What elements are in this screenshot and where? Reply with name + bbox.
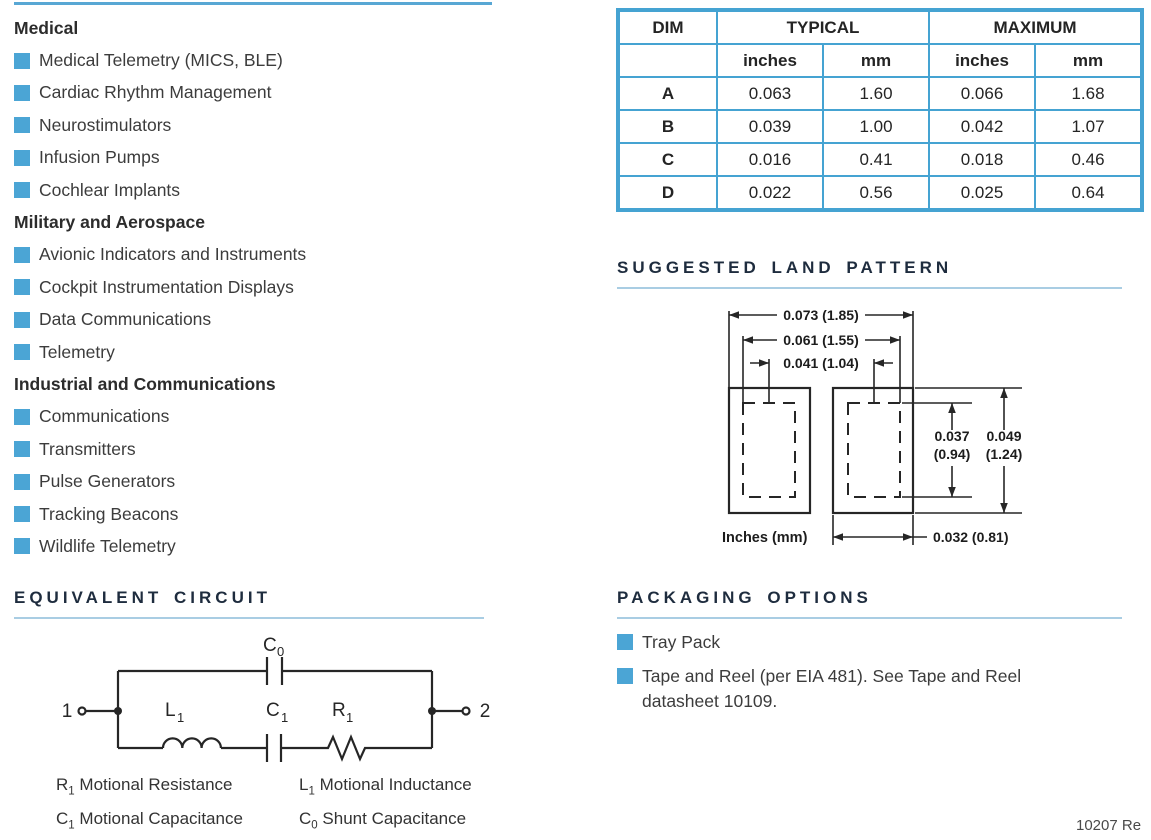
list-item xyxy=(14,174,534,206)
section-heading: SUGGESTED LAND PATTERN xyxy=(617,258,953,277)
r1-subscript: 1 xyxy=(346,710,354,725)
bullet-square-icon xyxy=(617,634,633,650)
c0-label: C xyxy=(263,635,277,656)
dim-outer-height-in-label: 0.049 xyxy=(986,428,1022,444)
bullet-square-icon xyxy=(14,117,30,133)
legend-subscript: 1 xyxy=(308,785,315,798)
cell-value: 0.066 xyxy=(929,77,1035,110)
circuit-legend xyxy=(56,771,516,840)
list-item xyxy=(14,77,534,109)
cell-value: 1.60 xyxy=(823,77,929,110)
list-item-label: Tracking Beacons xyxy=(39,503,179,524)
packaging-list xyxy=(617,630,1097,723)
section-title: Military and Aerospace xyxy=(14,212,205,233)
cell-value: 0.063 xyxy=(717,77,823,110)
equivalent-circuit-diagram xyxy=(55,633,515,768)
list-item xyxy=(14,465,534,497)
c0-subscript: 0 xyxy=(277,644,285,659)
section-title: Medical xyxy=(14,17,79,38)
dim-outer-height-mm-label: (1.24) xyxy=(985,446,1023,462)
bullet-square-icon xyxy=(14,506,30,522)
terminal-2-label: 2 xyxy=(479,701,491,722)
cell-value: 0.64 xyxy=(1035,176,1142,210)
land-pattern-section-header xyxy=(617,258,1122,289)
cell-value: 0.025 xyxy=(929,176,1035,210)
list-item-label: Wildlife Telemetry xyxy=(39,535,176,556)
table-row xyxy=(618,143,1142,176)
equivalent-circuit-section-header xyxy=(14,588,484,619)
units-label: Inches (mm) xyxy=(722,530,808,546)
legend-text: Motional Capacitance xyxy=(79,809,243,829)
r1-label: R xyxy=(332,700,346,721)
section-title: Industrial and Communications xyxy=(14,373,276,394)
list-item-label: Cockpit Instrumentation Displays xyxy=(39,276,294,297)
cell-value: 0.46 xyxy=(1035,143,1142,176)
heading-underline xyxy=(14,617,484,619)
legend-subscript: 1 xyxy=(68,819,75,832)
bullet-square-icon xyxy=(14,247,30,263)
list-item-label: Transmitters xyxy=(39,438,136,459)
legend-symbol: R xyxy=(56,775,69,794)
cell-value: 1.00 xyxy=(823,110,929,143)
table-row xyxy=(618,110,1142,143)
dim-width-inner-label: 0.061 (1.55) xyxy=(783,332,859,348)
bullet-square-icon xyxy=(14,441,30,457)
cell-value: 0.039 xyxy=(717,110,823,143)
bullet-square-icon xyxy=(14,150,30,166)
list-item-label: Neurostimulators xyxy=(39,114,172,135)
list-item xyxy=(14,433,534,465)
list-item xyxy=(617,664,1097,714)
bullet-square-icon xyxy=(14,53,30,69)
dim-pad-width-label: 0.032 (0.81) xyxy=(933,529,1009,545)
bullet-square-icon xyxy=(14,474,30,490)
list-item-label: Cardiac Rhythm Management xyxy=(39,82,272,103)
cell-value: 0.018 xyxy=(929,143,1035,176)
cell-dim: A xyxy=(618,77,717,110)
section-heading: EQUIVALENT CIRCUIT xyxy=(14,588,271,607)
cell-dim: D xyxy=(618,176,717,210)
list-item-label: Tape and Reel (per EIA 481). See Tape and Reel datasheet 10109. xyxy=(642,666,1022,711)
list-item xyxy=(14,44,534,76)
list-item-label: Tray Pack xyxy=(642,632,721,652)
legend-entry xyxy=(299,805,516,839)
bullet-square-icon xyxy=(14,409,30,425)
dimension-arrowheads xyxy=(729,311,1008,541)
table-header-row xyxy=(618,10,1142,44)
bullet-square-icon xyxy=(14,85,30,101)
cell-dim: B xyxy=(618,110,717,143)
legend-symbol: C xyxy=(56,809,69,829)
cell-dim: C xyxy=(618,143,717,176)
cell-value: 0.41 xyxy=(823,143,929,176)
cell-value: 0.022 xyxy=(717,176,823,210)
l1-subscript: 1 xyxy=(177,710,185,725)
bullet-square-icon xyxy=(14,182,30,198)
heading-underline xyxy=(617,287,1122,289)
terminal-1-label: 1 xyxy=(61,701,73,722)
list-item xyxy=(14,304,534,336)
list-item xyxy=(14,109,534,141)
dimensions-table xyxy=(616,8,1144,212)
col-header-empty xyxy=(618,44,717,77)
list-item-label: Telemetry xyxy=(39,341,115,362)
legend-subscript: 0 xyxy=(311,819,318,832)
cell-value: 1.68 xyxy=(1035,77,1142,110)
list-item-label: Data Communications xyxy=(39,309,212,330)
list-item-label: Cochlear Implants xyxy=(39,179,181,200)
c1-subscript: 1 xyxy=(281,710,289,725)
legend-text: Motional Inductance xyxy=(319,775,472,794)
legend-entry xyxy=(56,805,299,839)
dim-inner-height-in-label: 0.037 xyxy=(934,428,970,444)
col-header-inches: inches xyxy=(929,44,1035,77)
packaging-section-header xyxy=(617,588,1122,619)
table-subheader-row xyxy=(618,44,1142,77)
cell-value: 1.07 xyxy=(1035,110,1142,143)
legend-text: Motional Resistance xyxy=(79,775,233,794)
list-item-label: Infusion Pumps xyxy=(39,147,160,168)
applications-list xyxy=(14,12,534,563)
land-pattern-diagram xyxy=(680,298,1052,562)
legend-symbol: C xyxy=(299,809,312,829)
cell-value: 0.042 xyxy=(929,110,1035,143)
list-item xyxy=(14,239,534,271)
list-item xyxy=(14,336,534,368)
dim-inner-height-mm-label: (0.94) xyxy=(933,446,971,462)
list-item xyxy=(617,630,1097,655)
bullet-square-icon xyxy=(14,312,30,328)
dim-width-outer-label: 0.073 (1.85) xyxy=(783,307,859,323)
col-header-inches: inches xyxy=(717,44,823,77)
bullet-square-icon xyxy=(14,279,30,295)
heading-underline xyxy=(617,617,1122,619)
dim-pitch-label: 0.041 (1.04) xyxy=(783,355,859,371)
col-header-mm: mm xyxy=(1035,44,1142,77)
list-item xyxy=(14,271,534,303)
list-item-label: Pulse Generators xyxy=(39,471,176,492)
col-header-dim: DIM xyxy=(618,10,717,44)
legend-text: Shunt Capacitance xyxy=(322,809,467,829)
table-row xyxy=(618,77,1142,110)
document-number: 10207 Re xyxy=(1076,817,1142,834)
bullet-square-icon xyxy=(617,668,633,684)
list-item xyxy=(14,498,534,530)
cell-value: 0.56 xyxy=(823,176,929,210)
legend-subscript: 1 xyxy=(68,785,75,798)
list-item-label: Medical Telemetry (MICS, BLE) xyxy=(39,50,283,71)
c1-label: C xyxy=(266,700,280,721)
list-item xyxy=(14,530,534,562)
cell-value: 0.016 xyxy=(717,143,823,176)
list-item xyxy=(14,142,534,174)
list-item xyxy=(14,401,534,433)
col-header-maximum: MAXIMUM xyxy=(929,10,1142,44)
col-header-mm: mm xyxy=(823,44,929,77)
list-item-label: Avionic Indicators and Instruments xyxy=(39,244,307,265)
l1-label: L xyxy=(165,700,176,721)
legend-entry xyxy=(56,771,299,805)
list-item-label: Communications xyxy=(39,406,170,427)
legend-entry xyxy=(299,771,516,805)
col-header-typical: TYPICAL xyxy=(717,10,929,44)
table-row xyxy=(618,176,1142,210)
bullet-square-icon xyxy=(14,538,30,554)
top-accent-rule xyxy=(14,2,492,5)
section-heading: PACKAGING OPTIONS xyxy=(617,588,872,607)
legend-symbol: L xyxy=(299,775,309,794)
bullet-square-icon xyxy=(14,344,30,360)
